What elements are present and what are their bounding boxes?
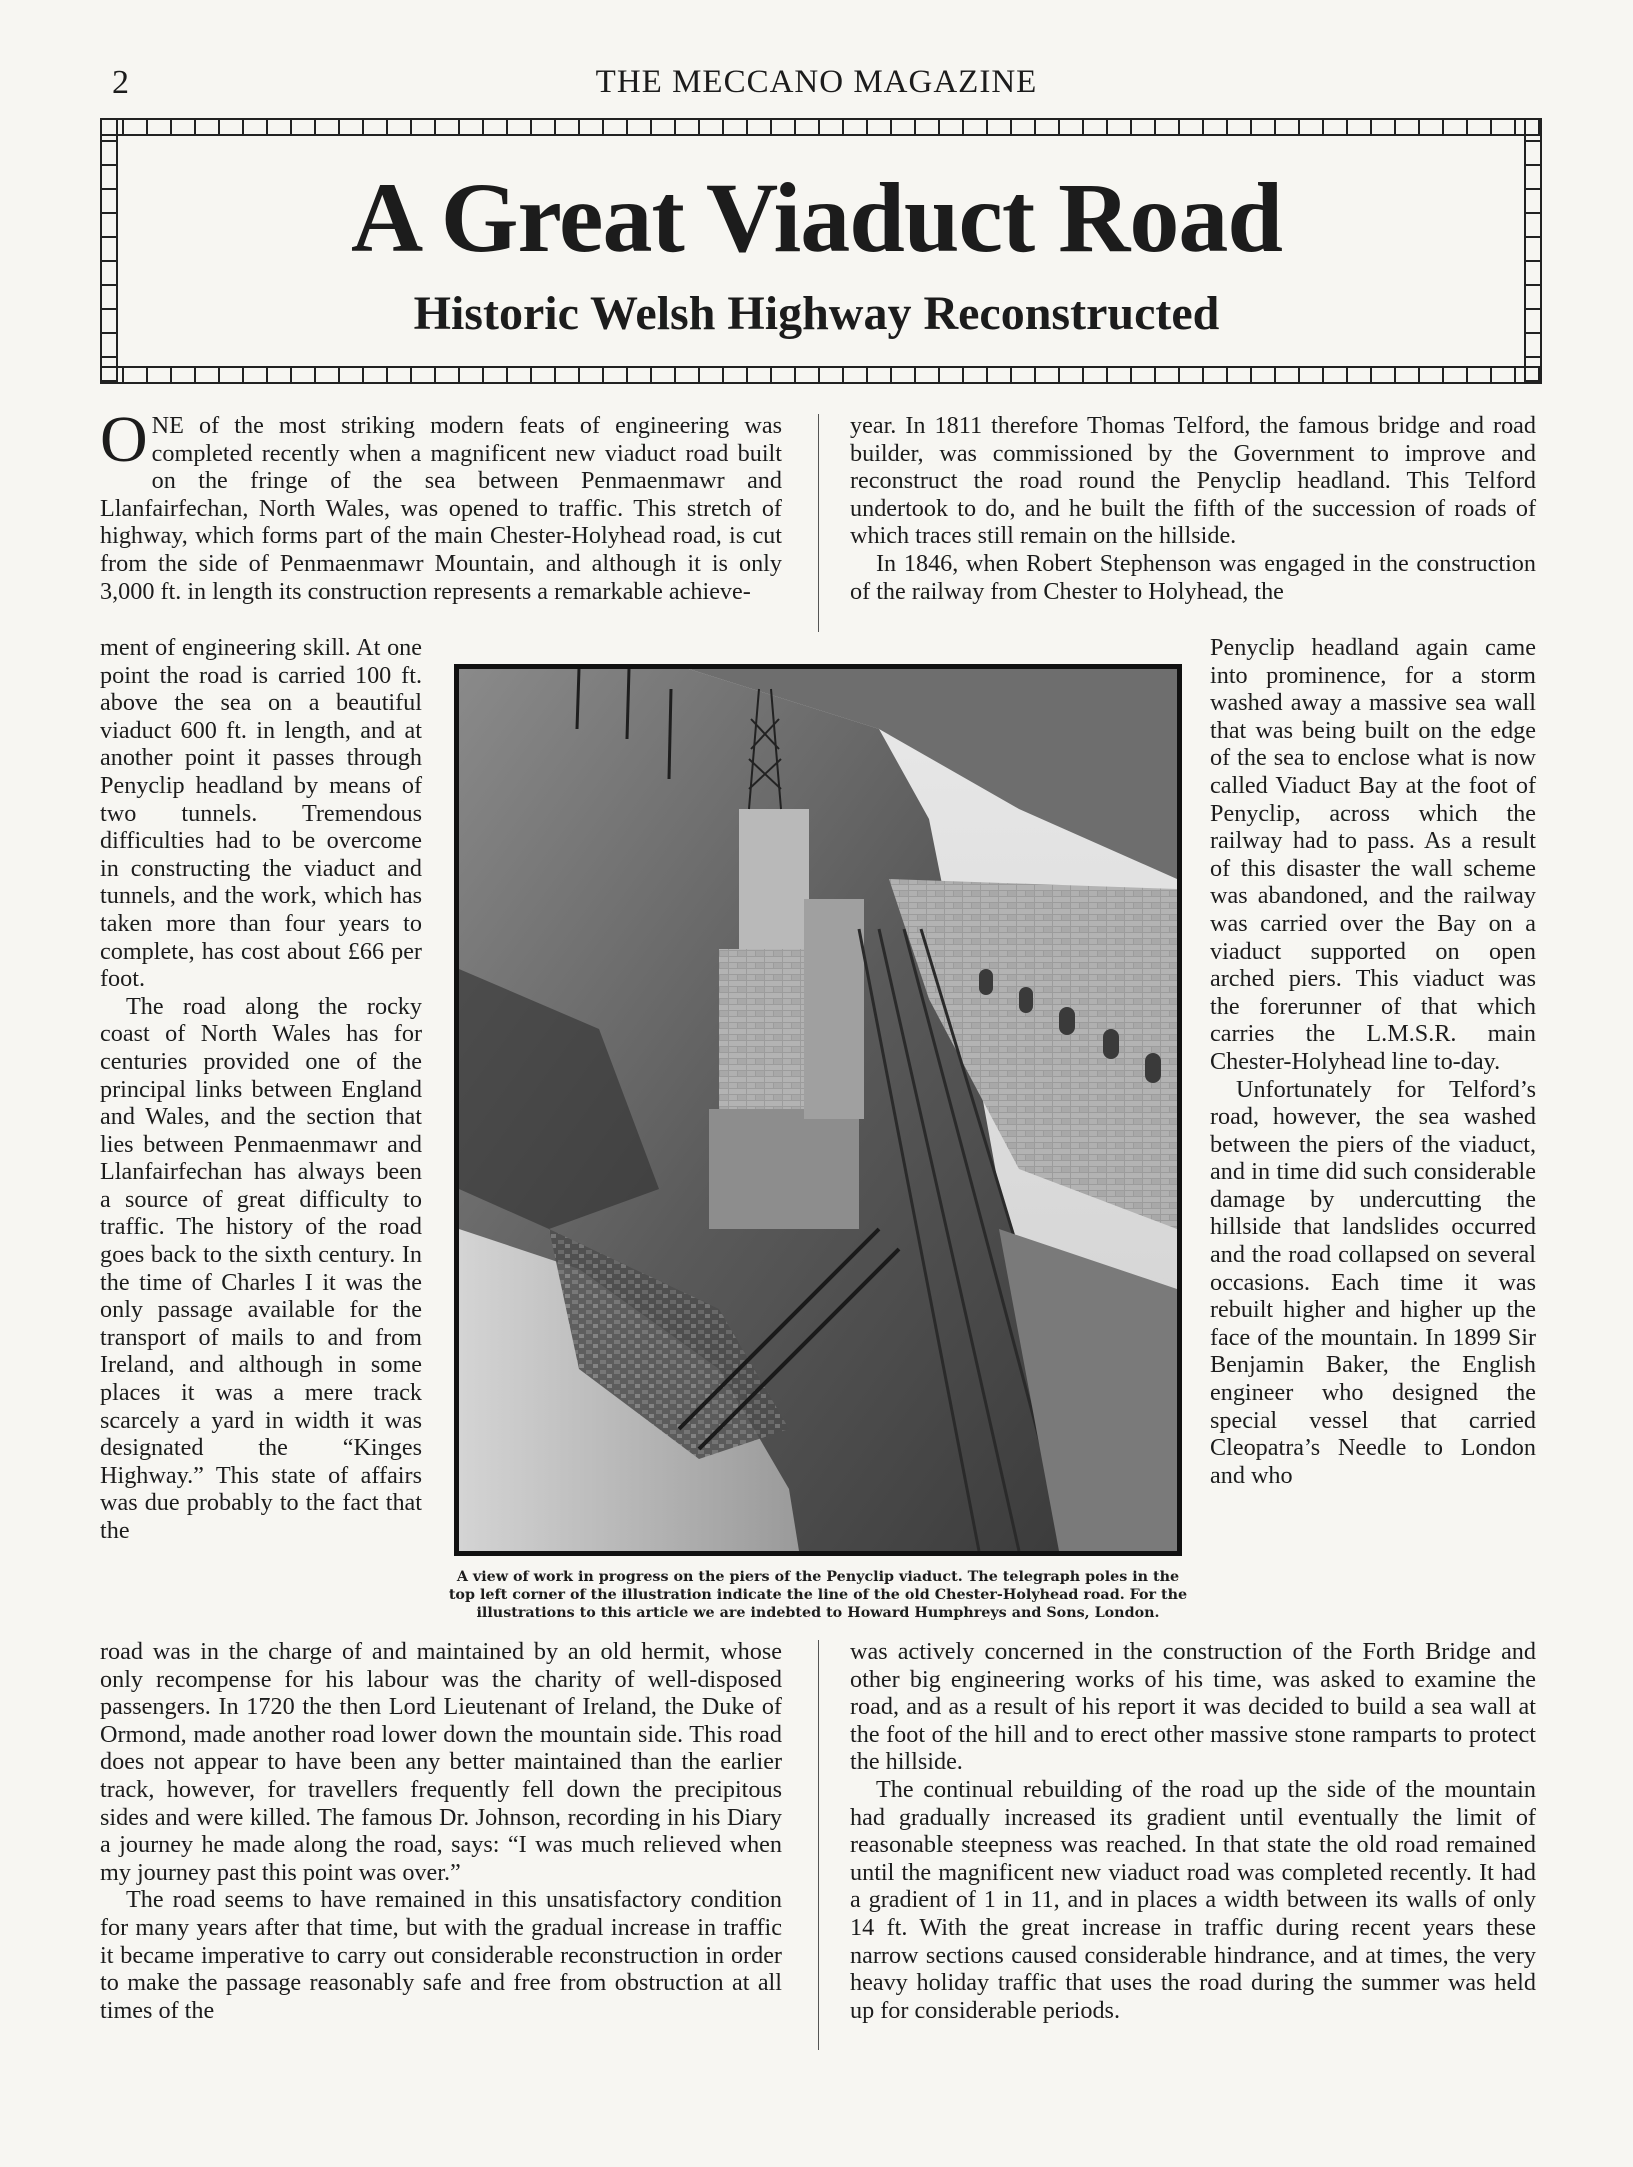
col1-top-paragraph: NE of the most striking modern feats of engineering was completed recently when a magnificent new viaduct road built on the fringe of the sea between Penmaenmawr and Llanfairfechan, North Wales, was opened to traffic. This stretch of highway, which forms part of the main Chester-Holyhead road, is cut from the side of Penmaenmawr Mountain, and although it is only 3,000 ft. in length its construction represents a remarkable achieve-: [100, 412, 782, 605]
col2-bottom: [850, 1638, 1536, 2024]
article-title: A Great Viaduct Road: [351, 162, 1282, 273]
col2-top: [850, 412, 1536, 605]
col2-bottom-paragraph-2: The continual rebuilding of the road up the side of the mountain had gradually increased its gradient until eventually the limit of reasonable steepness was reached. In that state the old road remained until the magnificent new viaduct road was completed recently. It had a gradient of 1 in 11, and in places a width between its walls of only 14 ft. With the great increase in traffic during recent years these narrow sections caused considerable hindrance, and at times, the very heavy holiday traffic that uses the road during the summer was held up for considerable periods.: [850, 1775, 1536, 2024]
col1-narrow-paragraph-2: The road along the rocky coast of North Wales has for centuries provided one of the principal links between England and Wales, and the section that lies between Penmaenmawr and Llanfairfechan has always been a source of great difficulty to traffic. The history of the road goes back to the sixth century. In the time of Charles I it was the only passage available for the transport of mails to and from Ireland, and although in some places it was a mere track scarcely a yard in width it was designated the “Kinges Highway.” This state of affairs was due probably to the fact that the: [100, 992, 422, 1544]
article-subtitle: Historic Welsh Highway Reconstructed: [413, 287, 1220, 340]
border-top: [100, 118, 1542, 136]
border-bottom: [100, 366, 1542, 384]
col1-narrow: [100, 634, 422, 1545]
col2-top-paragraph-1: year. In 1811 therefore Thomas Telford, the famous bridge and road builder, was commissioned by the Government to improve and reconstruct the road round the Penyclip headland. This Telford undertook to do, and he built the fifth of the succession of roads of which traces still remain on the hillside.: [850, 412, 1536, 550]
running-head: [0, 62, 1633, 106]
col2-bottom-paragraph-1: was actively concerned in the construction of the Forth Bridge and other big engineering works of his time, was asked to examine the road, and as a result of his report it was decided to build a sea wall at the foot of the hill and to erect other massive stone ramparts to protect the hillside.: [850, 1638, 1536, 1776]
col1-bottom-paragraph-1: road was in the charge of and maintained by an old hermit, whose only recompense for his labour was the charity of well-disposed passengers. In 1720 the then Lord Lieutenant of Ireland, the Duke of Ormond, made another road lower down the mountain side. This road does not appear to have been any better maintained than the earlier track, however, for travellers frequently fell down the precipitous sides and were killed. The famous Dr. Johnson, recording in his Diary a journey he made along the road, says: “I was much relieved when my journey past this point was over.”: [100, 1638, 782, 1886]
magazine-name: THE MECCANO MAGAZINE: [595, 64, 1038, 100]
col2-narrow-paragraph-2: Unfortunately for Telford’s road, however, the sea washed between the piers of the viaduct, and in time did such considerable damage by undercutting the hillside that landslides occurred and the road collapsed on several occasions. Each time it was rebuilt higher and higher up the face of the mountain. In 1899 Sir Benjamin Baker, the English engineer who designed the special vessel that carried Cleopatra’s Needle to London and who: [1210, 1075, 1536, 1489]
viaduct-photograph: [454, 664, 1182, 1556]
column-rule-top: [818, 414, 819, 632]
photo-caption: A view of work in progress on the piers of the Penyclip viaduct. The telegraph poles in the top left corner of the illustration indicate the line of the old Chester-Holyhead road. For the illustrations to this article we are indebted to Howard Humphreys and Sons, London.: [448, 1569, 1188, 1621]
column-rule-bottom: [818, 1640, 819, 2050]
col2-narrow-paragraph-1: Penyclip headland again came into prominence, for a storm washed away a massive sea wall that was being built on the edge of the sea to enclose what is now called Viaduct Bay at the foot of Penyclip, across which the railway had to pass. As a result of this disaster the wall scheme was abandoned, and the railway was carried over the Bay on a viaduct supported on open arched piers. This viaduct was the forerunner of that which carries the L.M.S.R. main Chester-Holyhead line to-day.: [1210, 634, 1536, 1075]
col1-bottom-paragraph-2: The road seems to have remained in this unsatisfactory condition for many years after that time, but with the gradual increase in traffic it became imperative to carry out considerable reconstruction in order to make the passage reasonably safe and free from obstruction at all times of the: [100, 1886, 782, 2024]
page-number: 2: [112, 64, 129, 101]
col2-top-paragraph-2: In 1846, when Robert Stephenson was engaged in the construction of the railway from Chester to Holyhead, the: [850, 549, 1536, 605]
viaduct-photo-image: [459, 669, 1177, 1551]
col2-narrow: [1210, 634, 1536, 1489]
col1-top: [100, 403, 782, 605]
col1-narrow-paragraph-1: ment of engineering skill. At one point the road is carried 100 ft. above the sea on a beautiful viaduct 600 ft. in length, and at another point it passes through Penyclip headland by means of two tunnels. Tremendous difficulties had to be overcome in constructing the viaduct and tunnels, and the work, which has taken more than four years to complete, has cost about £66 per foot.: [100, 634, 422, 993]
col1-bottom: [100, 1638, 782, 2024]
drop-cap: O: [100, 403, 148, 476]
